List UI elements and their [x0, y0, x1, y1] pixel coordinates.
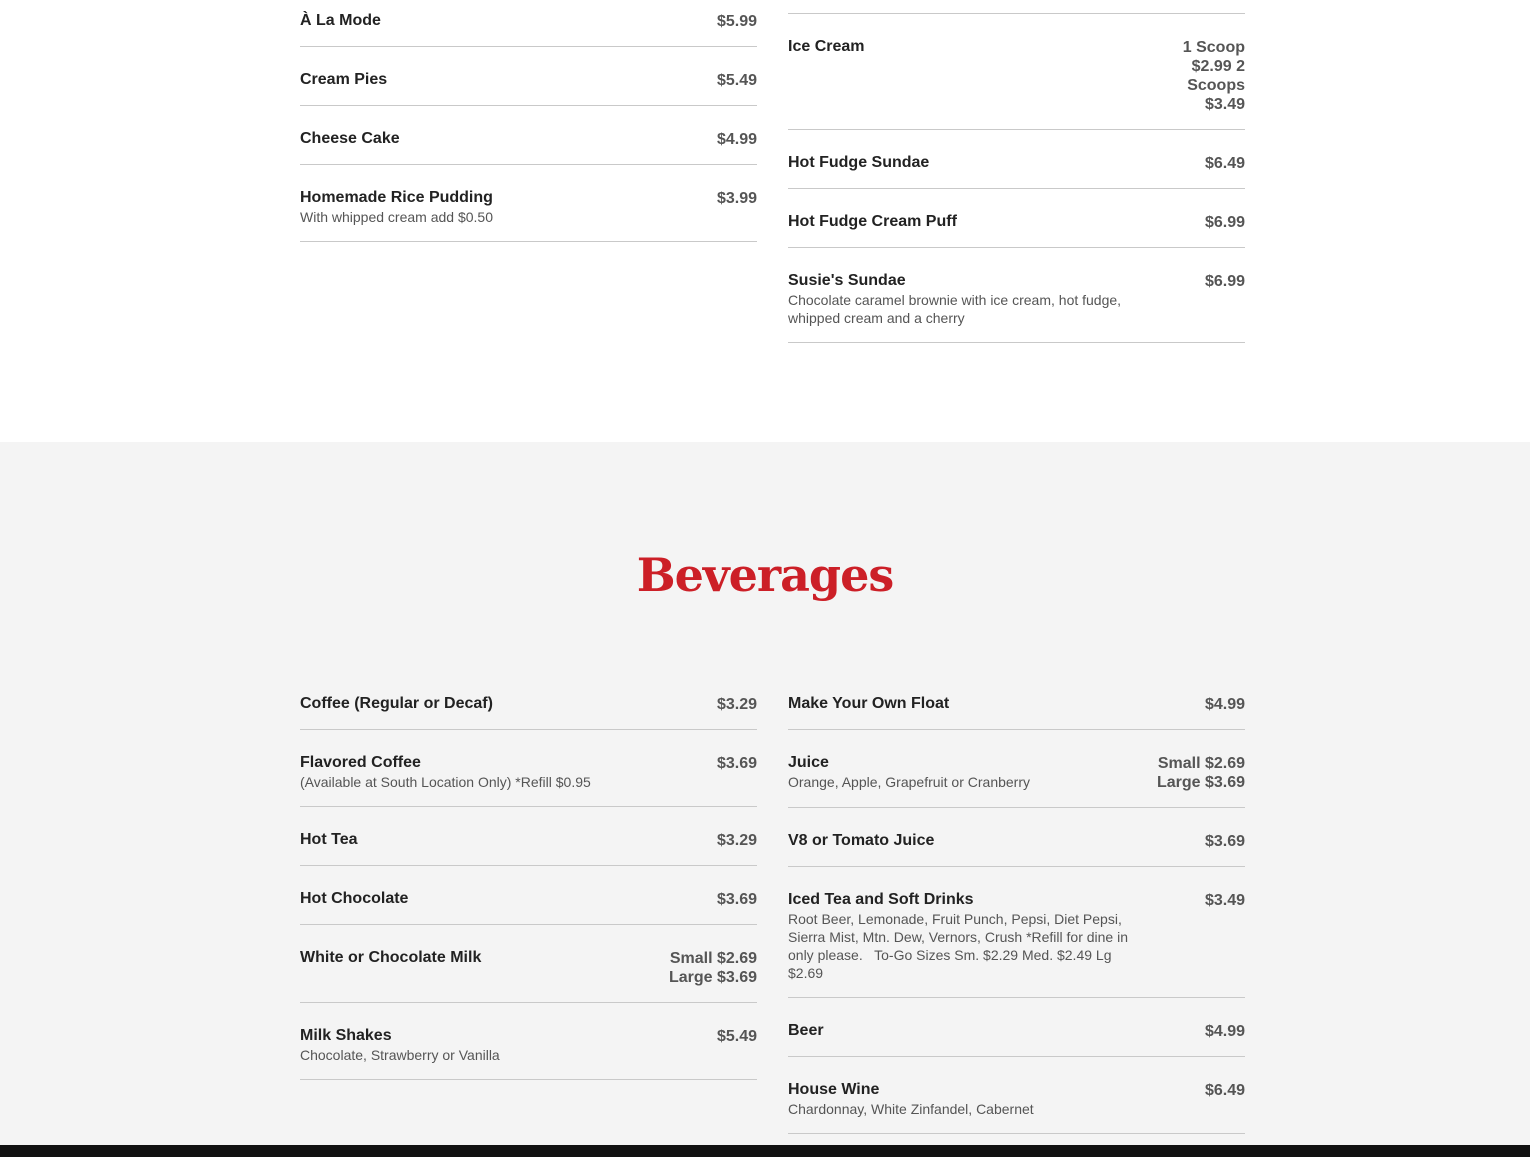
menu-item-hot-tea	[300, 824, 757, 866]
item-price: $4.99	[1204, 696, 1245, 713]
menu-item-cream-pies	[300, 64, 757, 106]
menu-item-milk	[300, 942, 757, 1003]
item-name: Hot Fudge Sundae	[788, 154, 930, 171]
desserts-right-column	[788, 0, 1245, 343]
item-description: (Available at South Location Only) *Refill $0.95	[300, 774, 591, 790]
item-price: $6.99	[1204, 273, 1245, 290]
price-large: Large $3.69	[1156, 774, 1245, 791]
item-price: $5.49	[716, 72, 757, 89]
item-name: À La Mode	[300, 12, 381, 29]
menu-item-susies-sundae	[788, 265, 1245, 343]
item-name: House Wine	[788, 1081, 880, 1098]
item-name: Milk Shakes	[300, 1027, 392, 1044]
item-price: $6.99	[1204, 214, 1245, 231]
menu-item-v8-tomato-juice	[788, 825, 1245, 867]
item-price: $3.69	[716, 755, 757, 772]
menu-item-rice-pudding	[300, 182, 757, 242]
beverages-right-column	[788, 688, 1245, 1134]
beverages-left-column	[300, 688, 757, 1080]
section-title-beverages: Beverages	[636, 548, 894, 602]
item-price: $4.99	[716, 131, 757, 148]
menu-item-a-la-mode	[300, 5, 757, 47]
item-price: $3.29	[716, 832, 757, 849]
item-name: Hot Fudge Cream Puff	[788, 213, 957, 230]
item-name: Hot Tea	[300, 831, 358, 848]
item-name: Juice	[788, 754, 829, 771]
price-small: Small $2.69	[669, 950, 757, 967]
item-name: Iced Tea and Soft Drinks	[788, 891, 974, 908]
price-large: Large $3.69	[668, 969, 757, 986]
item-name: Hot Chocolate	[300, 890, 409, 907]
item-name: V8 or Tomato Juice	[788, 832, 935, 849]
item-name: Coffee (Regular or Decaf)	[300, 695, 493, 712]
menu-item-house-wine	[788, 1074, 1245, 1134]
menu-item-hot-chocolate	[300, 883, 757, 925]
item-price: $5.49	[716, 1028, 757, 1045]
item-name: Ice Cream	[788, 38, 865, 55]
footer-bar	[0, 1145, 1530, 1157]
column-top-divider	[788, 0, 1245, 14]
item-name: Cheese Cake	[300, 130, 400, 147]
item-description: Chocolate, Strawberry or Vanilla	[300, 1047, 500, 1063]
price-small: Small $2.69	[1157, 755, 1245, 772]
desserts-left-column	[300, 5, 757, 242]
desserts-section	[0, 0, 1530, 442]
item-price: $3.29	[716, 696, 757, 713]
item-price: 1 Scoop $2.99 2 Scoops $3.49	[1182, 39, 1245, 113]
menu-item-hot-fudge-cream-puff	[788, 206, 1245, 248]
menu-item-coffee	[300, 688, 757, 730]
menu-item-milk-shakes	[300, 1020, 757, 1080]
item-price: $6.49	[1204, 1082, 1245, 1099]
menu-item-iced-tea-soft-drinks	[788, 884, 1245, 998]
item-name: Susie's Sundae	[788, 272, 906, 289]
item-description: With whipped cream add $0.50	[300, 209, 493, 225]
menu-item-hot-fudge-sundae	[788, 147, 1245, 189]
menu-item-beer	[788, 1015, 1245, 1057]
item-name: Cream Pies	[300, 71, 388, 88]
item-name: Homemade Rice Pudding	[300, 189, 493, 206]
item-description: Chocolate caramel brownie with ice cream, hot fudge, whipped cream and a cherry	[788, 292, 1122, 326]
menu-item-ice-cream	[788, 31, 1245, 130]
menu-item-float	[788, 688, 1245, 730]
item-name: Flavored Coffee	[300, 754, 421, 771]
item-price: $4.99	[1204, 1023, 1245, 1040]
menu-item-juice	[788, 747, 1245, 808]
item-price: $3.69	[1204, 833, 1245, 850]
item-name: Make Your Own Float	[788, 695, 950, 712]
item-name: White or Chocolate Milk	[300, 949, 482, 966]
item-name: Beer	[788, 1022, 824, 1039]
item-price: $3.69	[716, 891, 757, 908]
item-price	[669, 949, 757, 987]
menu-item-cheese-cake	[300, 123, 757, 165]
item-description: Root Beer, Lemonade, Fruit Punch, Pepsi, Diet Pepsi, Sierra Mist, Mtn. Dew, Vernors, Crush *Refill for dine in only please. To-Go Sizes Sm. $2.29 Med. $2.49 Lg $2.69	[788, 911, 1132, 981]
menu-item-flavored-coffee	[300, 747, 757, 807]
item-description: Chardonnay, White Zinfandel, Cabernet	[788, 1101, 1034, 1117]
item-price	[1157, 754, 1245, 792]
item-price: $5.99	[716, 13, 757, 30]
item-price: $3.49	[1204, 892, 1245, 909]
item-description: Orange, Apple, Grapefruit or Cranberry	[788, 774, 1031, 790]
item-price: $3.99	[716, 190, 757, 207]
item-price: $6.49	[1204, 155, 1245, 172]
